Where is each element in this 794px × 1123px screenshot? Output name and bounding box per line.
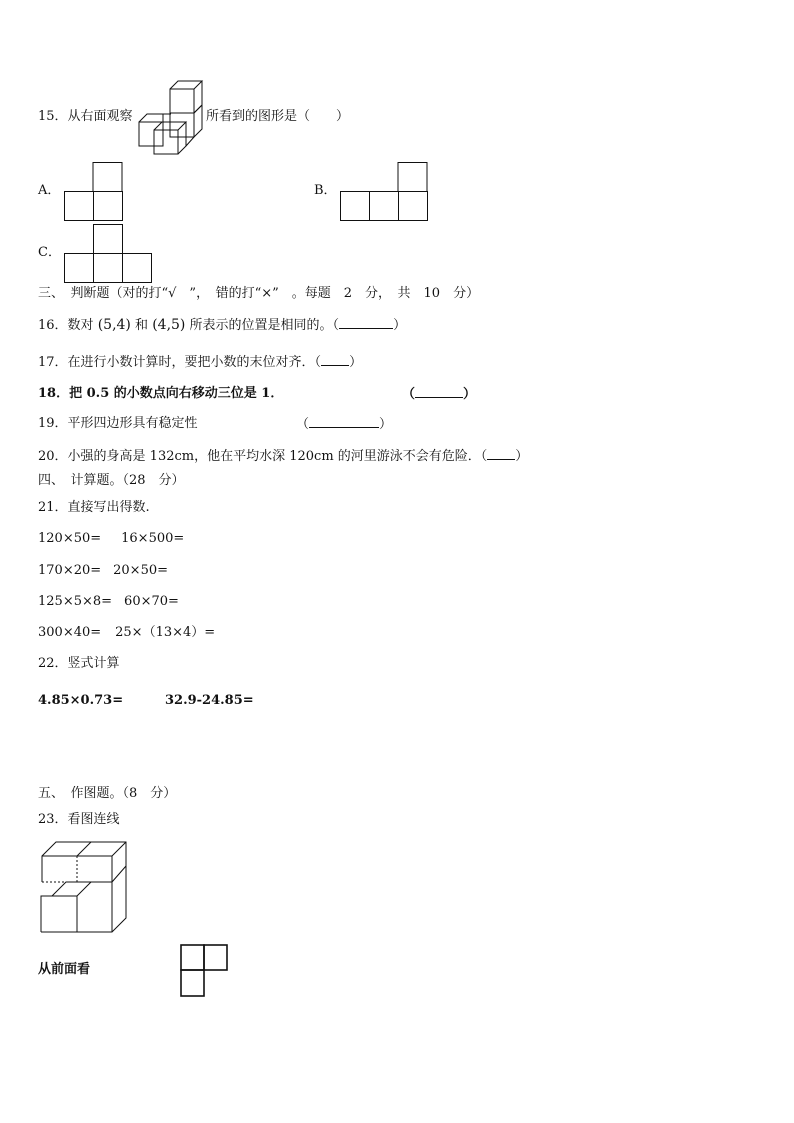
option-b-label: B． <box>314 183 337 198</box>
answer-blank[interactable] <box>339 316 393 329</box>
q19-line <box>38 415 198 433</box>
q17-line <box>38 353 362 372</box>
calc-row <box>38 624 215 642</box>
calc-item: 120×50= <box>38 531 102 546</box>
calc-item: 300×40= <box>38 625 102 640</box>
q19-text: 平形四边形具有稳定性 <box>67 416 198 431</box>
q16-close: ） <box>393 318 407 333</box>
q17-close: ） <box>349 355 363 370</box>
section-3-heading: 三、 判断题（对的打“√ ”， 错的打“×” 。每题 2 分， 共 10 分） <box>38 286 480 301</box>
q21-text: 直接写出得数. <box>67 500 150 515</box>
q20-close: ） <box>515 449 529 464</box>
q17-text: 在进行小数计算时，要把小数的末位对齐．（ <box>67 355 322 370</box>
q23-text: 看图连线 <box>67 812 120 827</box>
option-a-figure <box>64 162 124 222</box>
question-number: 21． <box>38 500 68 515</box>
option-c-figure <box>64 224 154 284</box>
answer-blank[interactable] <box>415 385 463 398</box>
q16-text-2: 和 <box>135 318 149 333</box>
q18-close: ） <box>463 387 477 402</box>
option-a-label: A． <box>38 183 61 198</box>
calc-item: 125×5×8= <box>38 594 113 609</box>
q16-text-3: 所表示的位置是相同的。（ <box>189 318 340 333</box>
q19-answer <box>296 415 392 434</box>
q16-pair-2: (4,5) <box>152 317 186 333</box>
question-number: 23． <box>38 812 68 827</box>
answer-blank[interactable] <box>321 353 349 366</box>
question-number: 15． <box>38 109 68 124</box>
calc-row <box>38 593 179 611</box>
q18-answer <box>402 385 476 404</box>
q15-cube-figure <box>138 80 208 158</box>
q19-close: ） <box>379 417 393 432</box>
q21-line <box>38 499 150 517</box>
q23-line <box>38 811 120 829</box>
q18-line <box>38 385 283 403</box>
q16-text-1: 数对 <box>67 318 94 333</box>
calc-item: 170×20= <box>38 563 102 578</box>
calc-item: 25×（13×4）= <box>115 625 216 640</box>
q16-line <box>38 316 406 335</box>
q22-line <box>38 655 120 673</box>
calc-item: 20×50= <box>113 563 169 578</box>
q16-pair-1: (5,4) <box>97 317 131 333</box>
q23-view-label: 从前面看 <box>38 962 91 977</box>
q15-suffix-line <box>206 108 349 126</box>
q18-open: （ <box>402 387 416 402</box>
question-number: 17． <box>38 355 68 370</box>
answer-blank[interactable] <box>487 447 515 460</box>
q22-calc-1: 4.85×0.73= <box>38 693 124 708</box>
q18-text: 把 0.5 的小数点向右移动三位是 1． <box>69 386 284 401</box>
question-number: 18． <box>38 386 70 401</box>
question-number: 22． <box>38 656 68 671</box>
section-4-heading: 四、 计算题。（28 分） <box>38 473 185 488</box>
section-5-heading: 五、 作图题。（8 分） <box>38 786 177 801</box>
answer-blank[interactable] <box>309 415 379 428</box>
q15-suffix: 所看到的图形是（ ） <box>206 109 350 124</box>
option-c-label: C． <box>38 245 61 260</box>
q23-front-view-figure <box>180 944 230 998</box>
question-number: 19． <box>38 416 68 431</box>
calc-row <box>38 562 168 580</box>
option-b-figure <box>340 162 430 222</box>
question-number: 16． <box>38 318 68 333</box>
q19-open: （ <box>296 417 310 432</box>
calc-row <box>38 530 184 548</box>
q23-cube-figure <box>38 840 130 936</box>
question-number: 20． <box>38 449 68 464</box>
q15-line <box>38 108 133 126</box>
q20-text: 小强的身高是 132cm，他在平均水深 120cm 的河里游泳不会有危险．（ <box>67 449 488 464</box>
calc-item: 60×70= <box>124 594 179 609</box>
q20-line <box>38 447 528 466</box>
calc-item: 16×500= <box>121 531 185 546</box>
q22-calc-2: 32.9-24.85= <box>165 693 254 708</box>
q22-text: 竖式计算 <box>67 656 120 671</box>
q15-prefix: 从右面观察 <box>67 109 133 124</box>
